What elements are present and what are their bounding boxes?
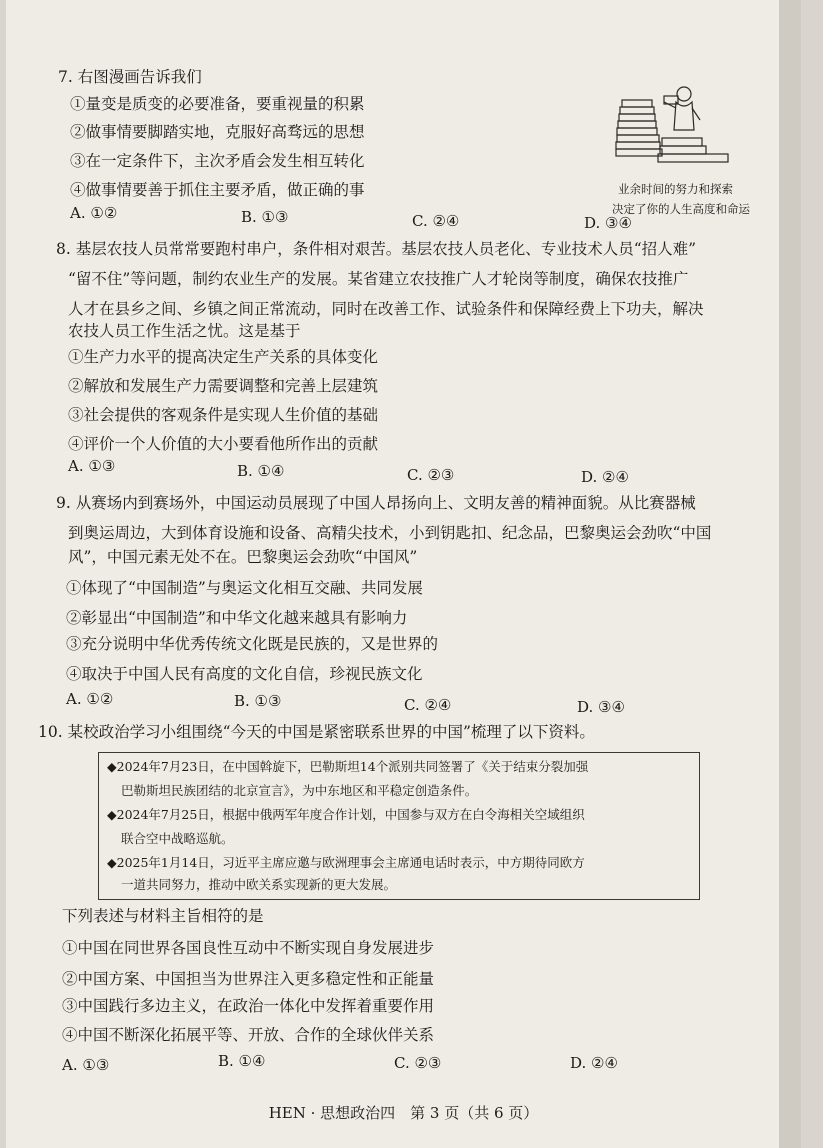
- q10-question: 下列表述与材料主旨相符的是: [62, 907, 264, 925]
- q8-option-a: A. ①③: [68, 457, 116, 475]
- q10-option-d: D. ②④: [570, 1054, 618, 1072]
- q8-stem-line-2: “留不住”等问题，制约农业生产的发展。某省建立农技推广人才轮岗等制度，确保农技推广: [68, 270, 689, 288]
- page-edge-shadow: [779, 0, 801, 1148]
- q8-item-1: ①生产力水平的提高决定生产关系的具体变化: [68, 348, 379, 366]
- q9-item-1: ①体现了“中国制造”与奥运文化相互交融、共同发展: [66, 579, 423, 597]
- q10-material-line-1: ◆2024年7月23日，在中国斡旋下，巴勒斯坦14个派别共同签署了《关于结束分裂加强: [107, 759, 589, 774]
- q10-material-line-4: 联合空中战略巡航。: [121, 831, 234, 846]
- q10-item-3: ③中国践行多边主义，在政治一体化中发挥着重要作用: [62, 997, 435, 1015]
- q10-option-c: C. ②③: [394, 1054, 442, 1072]
- q10-material-line-3: ◆2024年7月25日，根据中俄两军年度合作计划，中国参与双方在白令海相关空域组织: [107, 807, 585, 822]
- q10-material-line-2: 巴勒斯坦民族团结的北京宣言》，为中东地区和平稳定创造条件。: [121, 783, 478, 798]
- page-footer: HEN · 思想政治四 第 3 页（共 6 页）: [268, 1104, 539, 1122]
- q7-item-1: ①量变是质变的必要准备，要重视量的积累: [70, 95, 365, 113]
- q10-item-4: ④中国不断深化拓展平等、开放、合作的全球伙伴关系: [62, 1026, 435, 1044]
- q7-option-d: D. ③④: [584, 214, 632, 232]
- q9-item-3: ③充分说明中华优秀传统文化既是民族的，又是世界的: [66, 635, 439, 653]
- q7-item-4: ④做事情要善于抓住主要矛盾，做正确的事: [70, 181, 365, 199]
- q8-stem-line-3: 人才在县乡之间、乡镇之间正常流动，同时在改善工作、试验条件和保障经费上下功夫，解决: [68, 300, 704, 318]
- cartoon-caption-line-1: 业余时间的努力和探索: [618, 182, 733, 196]
- q8-option-d: D. ②④: [581, 468, 629, 486]
- q9-item-2: ②彰显出“中国制造”和中华文化越来越具有影响力: [66, 609, 408, 627]
- q9-option-d: D. ③④: [577, 698, 625, 716]
- q7-item-2: ②做事情要脚踏实地，克服好高骛远的思想: [70, 123, 365, 141]
- q7-item-3: ③在一定条件下，主次矛盾会发生相互转化: [70, 152, 365, 170]
- q10-option-b: B. ①④: [218, 1052, 266, 1070]
- q9-stem-line-1: 9. 从赛场内到赛场外，中国运动员展现了中国人昂扬向上、文明友善的精神面貌。从比赛器械: [56, 494, 696, 512]
- cartoon-caption-line-2: 决定了你的人生高度和命运: [612, 202, 750, 216]
- q10-material-box: [98, 752, 700, 900]
- q9-option-c: C. ②④: [404, 696, 452, 714]
- q7-stem: 7. 右图漫画告诉我们: [58, 68, 202, 86]
- q7-option-c: C. ②④: [412, 212, 460, 230]
- q9-stem-line-3: 风”，中国元素无处不在。巴黎奥运会劲吹“中国风”: [68, 548, 418, 566]
- q8-item-4: ④评价一个人价值的大小要看他所作出的贡献: [68, 435, 379, 453]
- q9-option-a: A. ①②: [66, 690, 114, 708]
- cartoon-illustration: [614, 80, 744, 175]
- q7-option-a: A. ①②: [70, 204, 118, 222]
- q8-option-b: B. ①④: [237, 462, 285, 480]
- q8-item-2: ②解放和发展生产力需要调整和完善上层建筑: [68, 377, 379, 395]
- q9-stem-line-2: 到奥运周边，大到体育设施和设备、高精尖技术，小到钥匙扣、纪念品，巴黎奥运会劲吹“中国: [68, 524, 712, 542]
- q10-item-2: ②中国方案、中国担当为世界注入更多稳定性和正能量: [62, 970, 435, 988]
- q9-item-4: ④取决于中国人民有高度的文化自信，珍视民族文化: [66, 665, 423, 683]
- q8-option-c: C. ②③: [407, 466, 455, 484]
- q10-option-a: A. ①③: [62, 1056, 110, 1074]
- q10-material-line-6: 一道共同努力，推动中欧关系实现新的更大发展。: [121, 877, 397, 892]
- q8-stem-line-1: 8. 基层农技人员常常要跑村串户，条件相对艰苦。基层农技人员老化、专业技术人员“招人难”: [56, 240, 697, 258]
- q9-option-b: B. ①③: [234, 692, 282, 710]
- q10-material-line-5: ◆2025年1月14日，习近平主席应邀与欧洲理事会主席通电话时表示，中方期待同欧方: [107, 855, 585, 870]
- q10-item-1: ①中国在同世界各国良性互动中不断实现自身发展进步: [62, 939, 435, 957]
- q7-option-b: B. ①③: [241, 208, 289, 226]
- q10-stem: 10. 某校政治学习小组围绕“今天的中国是紧密联系世界的中国”梳理了以下资料。: [38, 723, 595, 741]
- q8-stem-line-4: 农技人员工作生活之忧。这是基于: [68, 322, 301, 340]
- exam-page: [6, 0, 801, 1148]
- q8-item-3: ③社会提供的客观条件是实现人生价值的基础: [68, 406, 379, 424]
